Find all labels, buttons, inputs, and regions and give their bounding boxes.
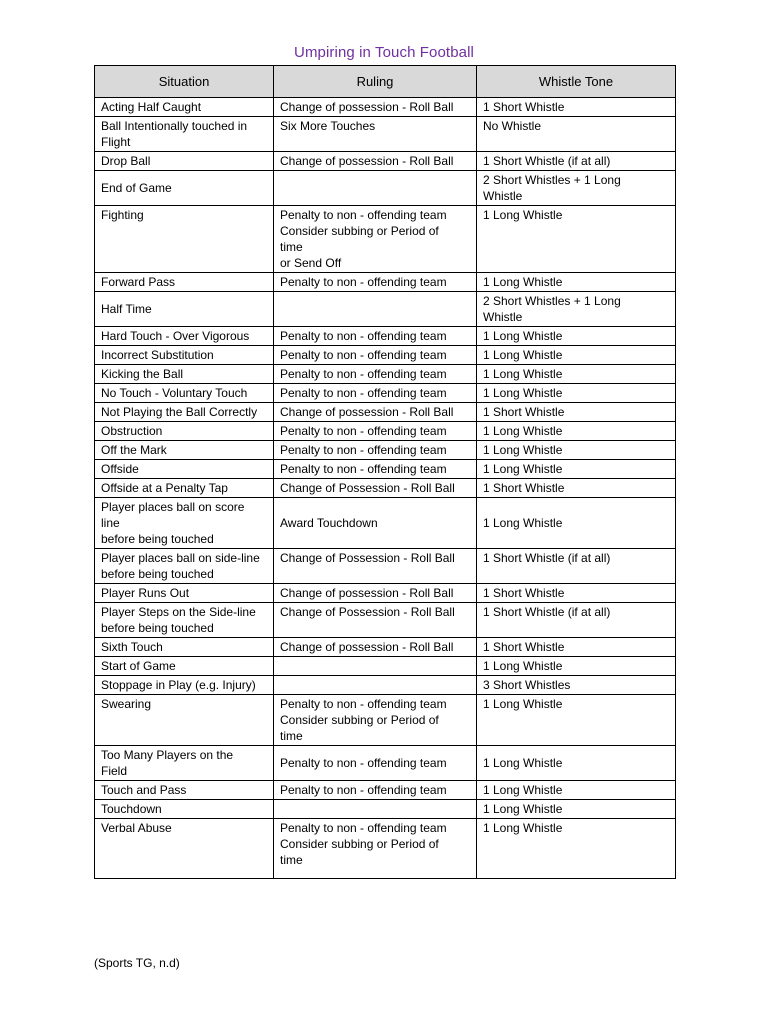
situation-cell (95, 117, 274, 152)
cell-line: Ball Intentionally touched in (101, 119, 248, 133)
ruling-cell (274, 346, 477, 365)
whistle-tone-cell (477, 117, 676, 152)
cell-line: 1 Long Whistle (483, 697, 563, 711)
situation-cell (95, 781, 274, 800)
situation-cell (95, 479, 274, 498)
ruling-cell (274, 441, 477, 460)
whistle-tone-cell (477, 584, 676, 603)
cell-line: Change of possession - Roll Ball (280, 586, 454, 600)
cell-line: Fighting (101, 208, 144, 222)
table-row (95, 638, 676, 657)
situation-cell (95, 584, 274, 603)
cell-line: 1 Short Whistle (if at all) (483, 551, 611, 565)
cell-line: Player places ball on side-line (101, 551, 260, 565)
ruling-cell (274, 498, 477, 549)
cell-line: line (101, 516, 120, 530)
ruling-cell (274, 98, 477, 117)
whistle-tone-cell (477, 819, 676, 879)
cell-line: 1 Long Whistle (483, 462, 563, 476)
cell-line: time (280, 729, 303, 743)
situation-cell (95, 206, 274, 273)
table-row (95, 657, 676, 676)
situation-cell (95, 676, 274, 695)
situation-cell (95, 422, 274, 441)
whistle-tone-cell (477, 206, 676, 273)
situation-cell (95, 273, 274, 292)
situation-cell (95, 171, 274, 206)
situation-cell (95, 292, 274, 327)
whistle-tone-cell (477, 152, 676, 171)
header-situation: Situation (95, 66, 274, 98)
header-whistle-tone: Whistle Tone (477, 66, 676, 98)
cell-line: Whistle (483, 189, 523, 203)
cell-line: 1 Short Whistle (483, 100, 565, 114)
ruling-cell (274, 460, 477, 479)
table-row (95, 365, 676, 384)
umpiring-rules-table (94, 65, 676, 879)
ruling-cell (274, 403, 477, 422)
cell-line: Half Time (101, 302, 152, 316)
situation-cell (95, 819, 274, 879)
whistle-tone-cell (477, 479, 676, 498)
whistle-tone-cell (477, 549, 676, 584)
table-row (95, 206, 676, 273)
cell-line: 2 Short Whistles + 1 Long (483, 173, 621, 187)
ruling-cell (274, 819, 477, 879)
ruling-cell (274, 327, 477, 346)
cell-line: Penalty to non - offending team (280, 821, 447, 835)
situation-cell (95, 346, 274, 365)
ruling-cell (274, 292, 477, 327)
cell-line: Too Many Players on the (101, 748, 234, 762)
cell-line: 1 Short Whistle (483, 481, 565, 495)
cell-line: 1 Long Whistle (483, 275, 563, 289)
cell-line: 1 Long Whistle (483, 348, 563, 362)
whistle-tone-cell (477, 384, 676, 403)
ruling-cell (274, 365, 477, 384)
ruling-cell (274, 549, 477, 584)
cell-line: Touchdown (101, 802, 162, 816)
cell-line: Change of Possession - Roll Ball (280, 605, 455, 619)
cell-line: Change of Possession - Roll Ball (280, 551, 455, 565)
cell-line: 1 Long Whistle (483, 208, 563, 222)
table-row (95, 273, 676, 292)
situation-cell (95, 695, 274, 746)
cell-line: Touch and Pass (101, 783, 187, 797)
table-row (95, 403, 676, 422)
cell-line: Verbal Abuse (101, 821, 172, 835)
cell-line: Penalty to non - offending team (280, 329, 447, 343)
whistle-tone-cell (477, 603, 676, 638)
cell-line: Forward Pass (101, 275, 176, 289)
situation-cell (95, 152, 274, 171)
cell-line: Penalty to non - offending team (280, 443, 447, 457)
cell-line: Stoppage in Play (e.g. Injury) (101, 678, 256, 692)
table-row (95, 117, 676, 152)
table-row (95, 152, 676, 171)
cell-line: Player Runs Out (101, 586, 190, 600)
cell-line: Player Steps on the Side-line (101, 605, 256, 619)
cell-line: No Whistle (483, 119, 542, 133)
cell-line: No Touch - Voluntary Touch (101, 386, 248, 400)
situation-cell (95, 746, 274, 781)
whistle-tone-cell (477, 422, 676, 441)
situation-cell (95, 549, 274, 584)
situation-cell (95, 403, 274, 422)
cell-line: 1 Long Whistle (483, 756, 563, 770)
cell-line: Penalty to non - offending team (280, 756, 447, 770)
cell-line: Penalty to non - offending team (280, 783, 447, 797)
cell-line: before being touched (101, 532, 214, 546)
cell-line: 1 Long Whistle (483, 386, 563, 400)
whistle-tone-cell (477, 171, 676, 206)
cell-line: Change of possession - Roll Ball (280, 154, 454, 168)
cell-line: Penalty to non - offending team (280, 208, 447, 222)
situation-cell (95, 657, 274, 676)
ruling-cell (274, 638, 477, 657)
table-header-row (95, 66, 676, 98)
table-row (95, 695, 676, 746)
cell-line: before being touched (101, 567, 214, 581)
cell-line: Kicking the Ball (101, 367, 184, 381)
table-row (95, 498, 676, 549)
cell-line: Offside (101, 462, 139, 476)
table-row (95, 292, 676, 327)
cell-line: Award Touchdown (280, 516, 378, 530)
cell-line: Penalty to non - offending team (280, 697, 447, 711)
cell-line: Off the Mark (101, 443, 167, 457)
cell-line: 1 Long Whistle (483, 659, 563, 673)
cell-line: Penalty to non - offending team (280, 275, 447, 289)
cell-line: Obstruction (101, 424, 163, 438)
whistle-tone-cell (477, 403, 676, 422)
cell-line: or Send Off (280, 256, 342, 270)
table-row (95, 584, 676, 603)
header-ruling: Ruling (274, 66, 477, 98)
cell-line: 1 Long Whistle (483, 821, 563, 835)
table-row (95, 422, 676, 441)
cell-line: 1 Short Whistle (483, 586, 565, 600)
whistle-tone-cell (477, 441, 676, 460)
cell-line: 1 Long Whistle (483, 329, 563, 343)
cell-line: Change of possession - Roll Ball (280, 100, 454, 114)
ruling-cell (274, 657, 477, 676)
cell-line: Change of possession - Roll Ball (280, 640, 454, 654)
cell-line: Penalty to non - offending team (280, 348, 447, 362)
whistle-tone-cell (477, 460, 676, 479)
whistle-tone-cell (477, 346, 676, 365)
ruling-cell (274, 384, 477, 403)
cell-line: Flight (101, 135, 131, 149)
cell-line: End of Game (101, 181, 172, 195)
table-row (95, 384, 676, 403)
situation-cell (95, 327, 274, 346)
situation-cell (95, 498, 274, 549)
cell-line: Whistle (483, 310, 523, 324)
cell-line: before being touched (101, 621, 214, 635)
ruling-cell (274, 273, 477, 292)
ruling-cell (274, 206, 477, 273)
table-row (95, 746, 676, 781)
table-row (95, 603, 676, 638)
cell-line: Player places ball on score (101, 500, 245, 514)
ruling-cell (274, 746, 477, 781)
cell-line: Consider subbing or Period of (280, 224, 439, 238)
table-row (95, 676, 676, 695)
cell-line: Six More Touches (280, 119, 376, 133)
table-row (95, 800, 676, 819)
ruling-cell (274, 584, 477, 603)
table-row (95, 346, 676, 365)
whistle-tone-cell (477, 676, 676, 695)
cell-line: Swearing (101, 697, 152, 711)
cell-line: time (280, 853, 303, 867)
cell-line: Acting Half Caught (101, 100, 202, 114)
cell-line: 1 Short Whistle (if at all) (483, 605, 611, 619)
cell-line: Penalty to non - offending team (280, 386, 447, 400)
whistle-tone-cell (477, 498, 676, 549)
whistle-tone-cell (477, 746, 676, 781)
situation-cell (95, 365, 274, 384)
cell-line: Offside at a Penalty Tap (101, 481, 228, 495)
cell-line: 1 Long Whistle (483, 516, 563, 530)
cell-line: Penalty to non - offending team (280, 462, 447, 476)
table-row (95, 441, 676, 460)
cell-line: time (280, 240, 303, 254)
table-row (95, 549, 676, 584)
ruling-cell (274, 603, 477, 638)
cell-line: 1 Short Whistle (483, 405, 565, 419)
whistle-tone-cell (477, 327, 676, 346)
cell-line: 1 Short Whistle (if at all) (483, 154, 611, 168)
situation-cell (95, 603, 274, 638)
whistle-tone-cell (477, 292, 676, 327)
ruling-cell (274, 800, 477, 819)
cell-line: Penalty to non - offending team (280, 367, 447, 381)
table-row (95, 819, 676, 879)
situation-cell (95, 460, 274, 479)
cell-line: Consider subbing or Period of (280, 837, 439, 851)
ruling-cell (274, 781, 477, 800)
situation-cell (95, 638, 274, 657)
cell-line: Incorrect Substitution (101, 348, 214, 362)
situation-cell (95, 98, 274, 117)
table-row (95, 171, 676, 206)
ruling-cell (274, 422, 477, 441)
ruling-cell (274, 676, 477, 695)
cell-line: 2 Short Whistles + 1 Long (483, 294, 621, 308)
whistle-tone-cell (477, 781, 676, 800)
whistle-tone-cell (477, 273, 676, 292)
cell-line: Not Playing the Ball Correctly (101, 405, 258, 419)
whistle-tone-cell (477, 365, 676, 384)
situation-cell (95, 441, 274, 460)
table-row (95, 781, 676, 800)
situation-cell (95, 384, 274, 403)
cell-line: Change of Possession - Roll Ball (280, 481, 455, 495)
whistle-tone-cell (477, 657, 676, 676)
cell-line: 1 Short Whistle (483, 640, 565, 654)
ruling-cell (274, 171, 477, 206)
citation: (Sports TG, n.d) (94, 956, 180, 970)
ruling-cell (274, 117, 477, 152)
cell-line: 1 Long Whistle (483, 424, 563, 438)
table-body (95, 98, 676, 879)
whistle-tone-cell (477, 695, 676, 746)
table-row (95, 479, 676, 498)
whistle-tone-cell (477, 98, 676, 117)
cell-line: 1 Long Whistle (483, 367, 563, 381)
cell-line: Start of Game (101, 659, 176, 673)
whistle-tone-cell (477, 638, 676, 657)
cell-line: Change of possession - Roll Ball (280, 405, 454, 419)
cell-line: Penalty to non - offending team (280, 424, 447, 438)
cell-line: Sixth Touch (101, 640, 163, 654)
table-row (95, 460, 676, 479)
cell-line: Hard Touch - Over Vigorous (101, 329, 250, 343)
ruling-cell (274, 695, 477, 746)
ruling-cell (274, 479, 477, 498)
whistle-tone-cell (477, 800, 676, 819)
document-title: Umpiring in Touch Football (294, 44, 474, 61)
ruling-cell (274, 152, 477, 171)
table-row (95, 98, 676, 117)
situation-cell (95, 800, 274, 819)
cell-line: 1 Long Whistle (483, 802, 563, 816)
cell-line: Field (101, 764, 128, 778)
cell-line: 3 Short Whistles (483, 678, 571, 692)
table-row (95, 327, 676, 346)
cell-line: Drop Ball (101, 154, 151, 168)
cell-line: 1 Long Whistle (483, 443, 563, 457)
cell-line: 1 Long Whistle (483, 783, 563, 797)
cell-line: Consider subbing or Period of (280, 713, 439, 727)
